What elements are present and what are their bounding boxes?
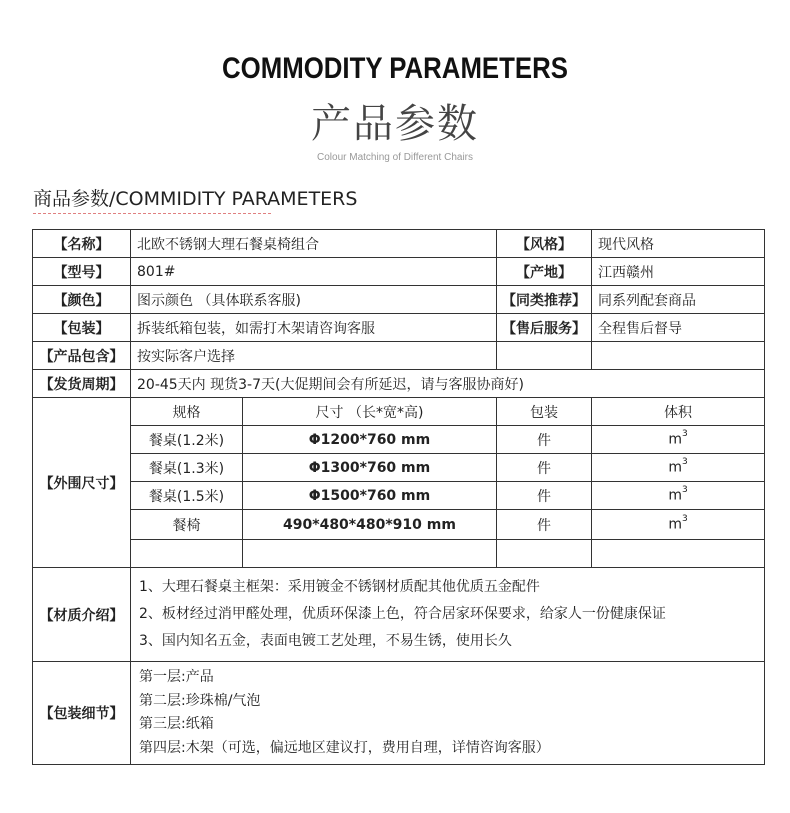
empty-cell	[497, 342, 592, 370]
size-header-row	[33, 398, 765, 426]
row-name	[33, 230, 765, 258]
size-volume	[592, 454, 765, 482]
size-dims: 490*480*480*910 mm	[243, 510, 497, 540]
volume-unit: m	[668, 487, 682, 504]
size-header-spec: 规格	[131, 398, 243, 426]
row-color	[33, 286, 765, 314]
parameters-table	[32, 229, 765, 765]
similar-value: 同系列配套商品	[592, 286, 765, 314]
volume-unit: m	[668, 459, 682, 476]
size-header-volume: 体积	[592, 398, 765, 426]
style-label: 【风格】	[497, 230, 592, 258]
volume-exponent: 3	[681, 485, 688, 496]
aftersale-value: 全程售后督导	[592, 314, 765, 342]
size-label: 【外围尺寸】	[33, 398, 131, 568]
section-title: 商品参数/COMMIDITY PARAMETERS	[33, 188, 358, 210]
size-row	[33, 510, 765, 540]
row-includes	[33, 342, 765, 370]
packing-line: 第三层:纸箱	[139, 716, 214, 732]
size-row-empty	[33, 540, 765, 568]
size-pack: 件	[497, 482, 592, 510]
style-value: 现代风格	[592, 230, 765, 258]
size-spec: 餐桌(1.5米)	[131, 482, 243, 510]
size-spec: 餐桌(1.2米)	[131, 426, 243, 454]
size-header-pack: 包装	[497, 398, 592, 426]
size-pack: 件	[497, 510, 592, 540]
empty-cell	[592, 342, 765, 370]
packing-line: 第四层:木架（可选，偏远地区建议打，费用自理，详情咨询客服）	[139, 739, 550, 756]
row-package	[33, 314, 765, 342]
empty-cell	[497, 540, 592, 568]
package-label: 【包装】	[33, 314, 131, 342]
packing-label: 【包装细节】	[33, 662, 131, 765]
row-model	[33, 258, 765, 286]
size-pack: 件	[497, 426, 592, 454]
shipping-value: 20-45天内 现货3-7天(大促期间会有所延迟，请与客服协商好)	[131, 370, 765, 398]
size-volume	[592, 426, 765, 454]
color-label: 【颜色】	[33, 286, 131, 314]
origin-value: 江西赣州	[592, 258, 765, 286]
volume-unit: m	[668, 431, 682, 448]
row-material	[33, 568, 765, 662]
model-value: 801#	[131, 258, 497, 286]
material-text	[131, 568, 765, 662]
empty-cell	[592, 540, 765, 568]
size-dims: Φ1200*760 mm	[243, 426, 497, 454]
size-row	[33, 426, 765, 454]
packing-line: 第二层:珍珠棉/气泡	[139, 692, 261, 709]
packing-text	[131, 662, 765, 765]
material-line: 2、板材经过消甲醛处理，优质环保漆上色，符合居家环保要求，给家人一份健康保证	[139, 606, 666, 622]
packing-line: 第一层:产品	[139, 669, 214, 685]
size-row	[33, 454, 765, 482]
size-dims: Φ1300*760 mm	[243, 454, 497, 482]
volume-unit: m	[668, 516, 682, 533]
size-volume	[592, 482, 765, 510]
volume-exponent: 3	[681, 514, 688, 525]
size-pack: 件	[497, 454, 592, 482]
volume-exponent: 3	[681, 457, 688, 468]
subtitle: Colour Matching of Different Chairs	[317, 152, 473, 163]
package-value: 拆装纸箱包装，如需打木架请咨询客服	[131, 314, 497, 342]
size-header-dims: 尺寸 （长*宽*高)	[243, 398, 497, 426]
empty-cell	[131, 540, 243, 568]
row-packing	[33, 662, 765, 765]
shipping-label: 【发货周期】	[33, 370, 131, 398]
volume-exponent: 3	[681, 429, 688, 440]
size-dims: Φ1500*760 mm	[243, 482, 497, 510]
material-line: 3、国内知名五金，表面电镀工艺处理，不易生锈，使用长久	[139, 633, 512, 649]
size-row	[33, 482, 765, 510]
origin-label: 【产地】	[497, 258, 592, 286]
title-chinese: 产品参数	[311, 101, 479, 147]
similar-label: 【同类推荐】	[497, 286, 592, 314]
row-shipping	[33, 370, 765, 398]
size-volume	[592, 510, 765, 540]
includes-value: 按实际客户选择	[131, 342, 497, 370]
empty-cell	[243, 540, 497, 568]
section-underline	[33, 213, 271, 214]
material-line: 1、大理石餐桌主框架：采用镀金不锈钢材质配其他优质五金配件	[139, 579, 540, 595]
name-label: 【名称】	[33, 230, 131, 258]
model-label: 【型号】	[33, 258, 131, 286]
color-value: 图示颜色 （具体联系客服)	[131, 286, 497, 314]
includes-label: 【产品包含】	[33, 342, 131, 370]
size-spec: 餐桌(1.3米)	[131, 454, 243, 482]
name-value: 北欧不锈钢大理石餐桌椅组合	[131, 230, 497, 258]
aftersale-label: 【售后服务】	[497, 314, 592, 342]
title-english: COMMODITY PARAMETERS	[222, 52, 568, 85]
size-spec: 餐椅	[131, 510, 243, 540]
material-label: 【材质介绍】	[33, 568, 131, 662]
